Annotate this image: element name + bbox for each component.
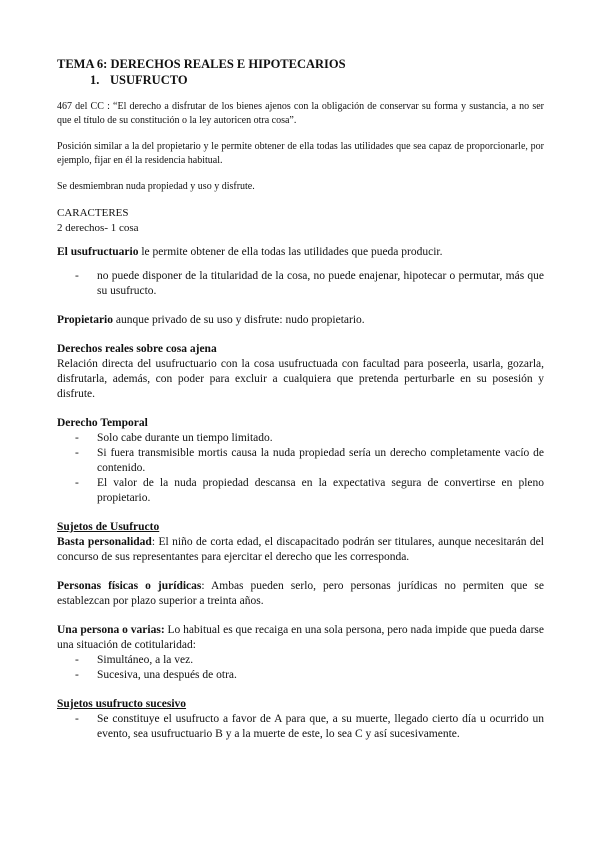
derechos-reales-heading-text: Derechos reales sobre cosa ajena [57,343,217,355]
list-item-text: El valor de la nuda propiedad descansa en la expectativa segura de convertirse en pleno propietario. [97,477,544,504]
dash-marker: - [75,669,79,681]
usufructuario-label: El usufructuario [57,246,139,258]
dash-marker: - [75,447,79,459]
section-title [90,72,544,88]
dash-marker: - [75,270,79,282]
article-quote: 467 del CC : “El derecho a disfrutar de los bienes ajenos con la obligación de conservar su forma y sustancia, a no ser que el título de su constitución o la ley autoricen otra cosa”. [57,101,544,126]
propietario-text: aunque privado de su uso y disfrute: nudo propietario. [113,314,365,326]
list-item-text: no puede disponer de la titularidad de la cosa, no puede enajenar, hipotecar o permutar, más que su usufructo. [97,270,544,297]
temporal-heading [57,416,544,431]
una-text: Lo habitual es que recaiga en una sola persona, pero nada impide que pueda darse una situación de cotitularidad: [57,624,545,651]
section-number: 1. [90,73,100,87]
list-item [57,431,544,446]
basta-text: : El niño de corta edad, el discapacitado podrán ser titulares, aunque necesitarán del concurso de sus representantes para ejercitar el derecho que les corresponda. [57,536,544,563]
dash-marker: - [75,713,79,725]
document-page [57,56,544,742]
personas-paragraph [57,579,544,609]
sucesivo-list [57,712,544,742]
derechos-reales-heading [57,342,544,357]
list-item-text: Si fuera transmisible mortis causa la nuda propiedad sería un derecho completamente vacío de contenido. [97,447,544,474]
list-item [57,712,544,742]
sujetos-heading [57,520,544,535]
usufructuario-text: le permite obtener de ella todas las utilidades que pueda producir. [138,246,443,258]
list-item-text: Solo cabe durante un tiempo limitado. [97,432,273,444]
dash-marker: - [75,477,79,489]
sujetos-heading-text: Sujetos de Usufructo [57,521,160,533]
list-item-text: Simultáneo, a la vez. [97,654,194,666]
list-item [57,653,544,668]
list-item-text: Se constituye el usufructo a favor de A para que, a su muerte, llegado cierto día u ocurrido un evento, sea usufructuario B y a la muerte de este, lo sea C y así sucesivamente. [97,713,544,740]
sucesivo-heading [57,697,544,712]
una-paragraph [57,623,544,653]
list-item [57,668,544,683]
propietario-paragraph [57,313,544,328]
caracteres-heading: CARACTERES [57,207,129,219]
usufructuario-paragraph [57,245,544,260]
list-item [57,269,544,299]
list-item [57,446,544,476]
caracteres-subheading: 2 derechos- 1 cosa [57,222,139,234]
section-title-text: USUFRUCTO [110,73,188,87]
document-title: TEMA 6: DERECHOS REALES E HIPOTECARIOS [57,57,346,71]
basta-paragraph [57,535,544,565]
personas-text: : Ambas pueden serlo, pero personas jurídicas no permiten que se establezcan por plazo superior a treinta años. [57,580,544,607]
dismember-paragraph: Se desmiembran nuda propiedad y uso y disfrute. [57,181,255,192]
dash-marker: - [75,654,79,666]
position-paragraph: Posición similar a la del propietario y le permite obtener de ella todas las utilidades que sea capaz de proporcionarle, por ejemplo, fijar en él la residencia habitual. [57,141,544,166]
personas-label: Personas físicas o jurídicas [57,580,202,592]
sucesivo-heading-text: Sujetos usufructo sucesivo [57,698,187,710]
list-item-text: Sucesiva, una después de otra. [97,669,237,681]
una-label: Una persona o varias: [57,624,165,636]
list-item [57,476,544,506]
temporal-list [57,431,544,506]
propietario-label: Propietario [57,314,113,326]
basta-label: Basta personalidad [57,536,152,548]
derechos-reales-text: Relación directa del usufructuario con la cosa usufructuada con facultad para poseerla, usarla, gozarla, disfrutarla, además, con poder para excluir a cualquiera que pretenda perturbarle en su posesión y disfrute. [57,358,544,400]
una-list [57,653,544,683]
dash-marker: - [75,432,79,444]
temporal-heading-text: Derecho Temporal [57,417,148,429]
usufructuario-list [57,269,544,299]
